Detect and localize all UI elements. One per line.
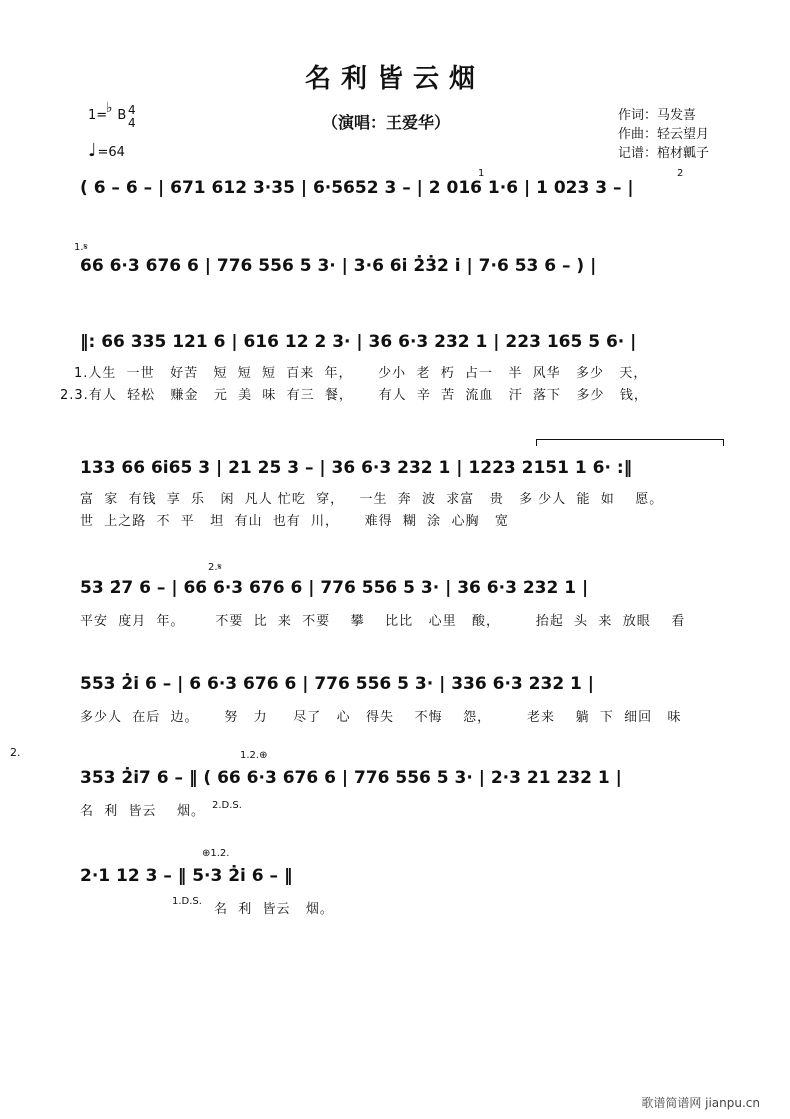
score-line-7 bbox=[80, 750, 730, 819]
notes-line-3: ‖: 66 335 121 6 | 616 12 2 3· | 36 6·3 232 1 | 223 165 5 6· | bbox=[80, 332, 637, 352]
lyric-line-7: 名 利 皆云 烟。 bbox=[80, 804, 206, 819]
composer-credit: 作曲：轻云望月 bbox=[618, 127, 710, 142]
coda-mark-2: ⊕1.2. bbox=[202, 848, 230, 859]
time-denominator: 4 bbox=[128, 116, 136, 130]
notes-line-7: 353 2̇i7 6 – ‖ ( 66 6·3 676 6 | 776 556 5 3· | 2·3 21 232 1 | bbox=[80, 768, 622, 788]
ds-mark-1: 1.D.S. bbox=[172, 896, 202, 907]
segno-mark-2: 2.𝄋 bbox=[208, 562, 222, 573]
key-letter: B bbox=[117, 108, 127, 123]
lyric-verse-2-line-3: 2.3.有人 轻松 赚金 元 美 味 有三 餐， 有人 辛 苦 流血 汗 落下 多少 钱， bbox=[60, 388, 648, 403]
tempo-marking bbox=[88, 140, 125, 161]
lyric-verse-1-line-4: 富 家 有钱 享 乐 闲 凡人 忙吃 穿， 一生 奔 波 求富 贵 多 少人 能 如 愿。 bbox=[80, 492, 664, 507]
ds-mark-2: 2.D.S. bbox=[212, 800, 242, 811]
score-line-1 bbox=[80, 168, 730, 214]
score-line-2 bbox=[74, 242, 730, 292]
key-signature bbox=[88, 100, 136, 130]
coda-mark-1: 1.2.⊕ bbox=[240, 750, 268, 761]
singer-credit: （演唱：王爱华） bbox=[322, 113, 451, 132]
flat-sign: ♭ bbox=[106, 100, 113, 116]
ending-mark-2: 2 bbox=[677, 168, 684, 179]
score-line-4 bbox=[80, 458, 730, 529]
lyric-line-5: 平安 度月 年。 不要 比 来 不要 攀 比比 心里 酸， 抬起 头 来 放眼 看 bbox=[80, 614, 686, 629]
notes-line-4: 133 66 6i65 3 | 21 25 3 – | 36 6·3 232 1 | 1223 2151 1 6· :‖ bbox=[80, 458, 633, 478]
score-line-6 bbox=[80, 674, 730, 725]
notes-line-5: 53 2̇7 6 – | 66 6·3 676 6 | 776 556 5 3· | 36 6·3 232 1 | bbox=[80, 578, 589, 598]
notes-line-1: ( 6 – 6 – | 671 612 3·35 | 6·5652 3 – | 2 016 1·6 | 1 023 3 – | bbox=[80, 178, 634, 198]
notes-line-2: 66 6·3 676 6 | 776 556 5 3· | 3·6 6i 2̇3̇2 i | 7·6 53 6 – ) | bbox=[80, 256, 597, 276]
time-numerator: 4 bbox=[128, 103, 136, 117]
ending-label-2: 2. bbox=[10, 746, 21, 759]
lyric-verse-2-line-4: 世 上之路 不 平 坦 有山 也有 川， 难得 糊 涂 心胸 宽 bbox=[80, 514, 509, 529]
song-title: 名利皆云烟 bbox=[304, 64, 485, 94]
ending-mark-1: 1 bbox=[478, 168, 485, 179]
score-line-5 bbox=[80, 562, 730, 629]
lyricist-credit: 作词：马发喜 bbox=[618, 108, 697, 123]
segno-mark-1: 1.𝄋 bbox=[74, 242, 88, 253]
quarter-note-icon: ♩ bbox=[88, 140, 97, 161]
key-prefix: 1= bbox=[88, 108, 108, 123]
tempo-text: =64 bbox=[97, 145, 125, 160]
lyric-line-8: 名 利 皆云 烟。 bbox=[214, 902, 334, 917]
notes-line-8: 2·1 12 3 – ‖ 5·3 2̇i 6 – ‖ bbox=[80, 866, 293, 886]
notes-line-6: 553 2̇i 6 – | 6 6·3 676 6 | 776 556 5 3· | 336 6·3 232 1 | bbox=[80, 674, 595, 694]
time-signature bbox=[128, 104, 136, 130]
volta-bracket bbox=[536, 439, 724, 446]
score-line-8 bbox=[80, 848, 360, 917]
score-line-3 bbox=[60, 332, 730, 403]
lyric-line-6: 多少人 在后 边。 努 力 尽了 心 得失 不悔 怨， 老来 躺 下 细回 味 bbox=[80, 710, 682, 725]
transcriber-credit: 记谱：棺材瓤子 bbox=[618, 146, 710, 161]
lyric-verse-1-line-3: 1.人生 一世 好苦 短 短 短 百来 年， 少小 老 朽 占一 半 风华 多少 天， bbox=[74, 366, 648, 381]
site-watermark: 歌谱简谱网 jianpu.cn bbox=[641, 1096, 760, 1110]
credits-block bbox=[618, 106, 709, 163]
